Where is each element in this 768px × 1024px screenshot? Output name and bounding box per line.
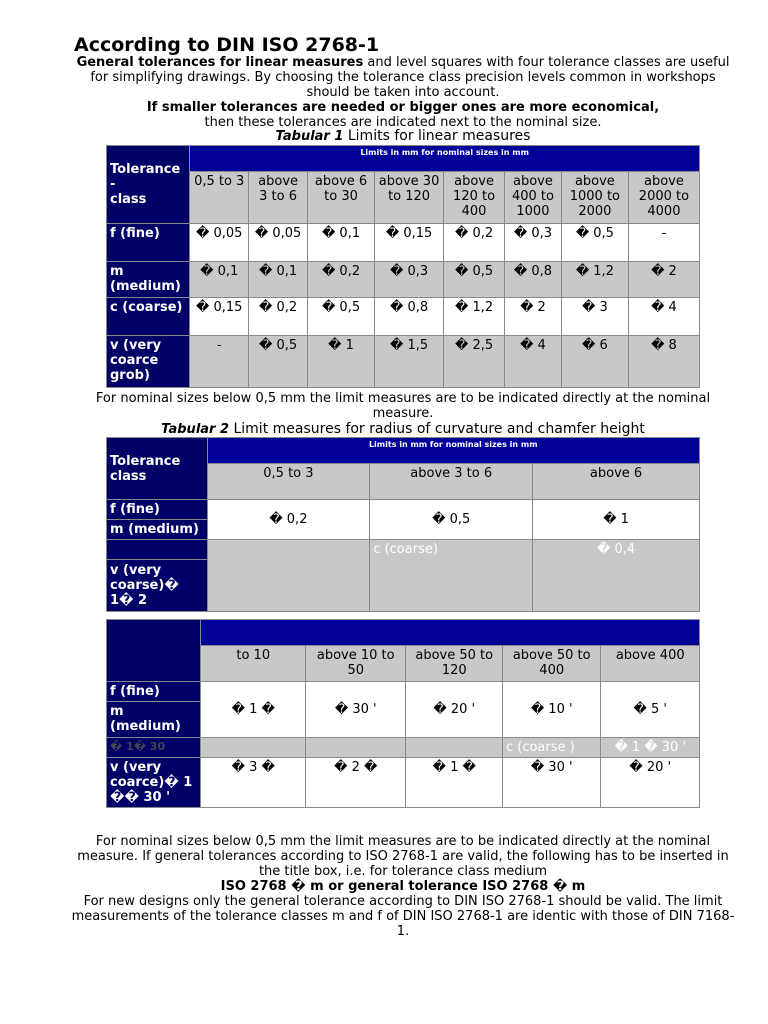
table1-col-header: above 30 to 120 bbox=[375, 172, 444, 224]
table-cell: � 0,2 bbox=[308, 262, 375, 298]
table-cell: � 0,2 bbox=[249, 298, 308, 336]
table-cell: � 0,3 bbox=[505, 224, 562, 262]
table-row bbox=[107, 336, 700, 388]
table-row bbox=[107, 262, 700, 298]
table-cell: � 20 ' bbox=[406, 682, 502, 738]
table-cell: � 0,8 bbox=[375, 298, 444, 336]
table-cell: � 20 ' bbox=[601, 758, 700, 808]
note-below-table1: For nominal sizes below 0,5 mm the limit measures are to be indicated directly at the nominal measure. bbox=[95, 391, 711, 421]
table2-caption bbox=[70, 421, 736, 438]
row-label-empty bbox=[107, 540, 208, 560]
table3-class-header bbox=[107, 620, 201, 682]
table1-col-header: above 6 to 30 bbox=[308, 172, 375, 224]
row-label-coarse: c (coarse) bbox=[107, 298, 190, 336]
footer-bold-line: ISO 2768 � m or general tolerance ISO 2768 � m bbox=[220, 879, 586, 894]
table-cell: � 0,5 bbox=[370, 500, 533, 540]
coarse-value: � 0,4 bbox=[533, 540, 700, 612]
table-cell: � 3 bbox=[561, 298, 628, 336]
table-cell bbox=[305, 738, 406, 758]
table2-radius-chamfer bbox=[106, 437, 700, 612]
row-label-medium: m (medium) bbox=[107, 702, 201, 738]
table-cell: � 1 � bbox=[406, 758, 502, 808]
row-label-fine: f (fine) bbox=[107, 682, 201, 702]
footer-text-1: For nominal sizes below 0,5 mm the limit measures are to be indicated directly at the nominal measure. If general tolerances according to ISO 2768-1 are valid, the following has to be inserted in the title box, i.e. for tolerance class medium bbox=[77, 834, 729, 879]
table3-col-header: above 50 to 400 bbox=[502, 646, 600, 682]
table-cell: � 0,2 bbox=[207, 500, 370, 540]
coarse-label: c (coarse) bbox=[370, 540, 533, 612]
table-cell: � 0,1 bbox=[249, 262, 308, 298]
table-cell: - bbox=[190, 336, 249, 388]
table-cell: � 2 bbox=[505, 298, 562, 336]
table-cell: � 0,5 bbox=[561, 224, 628, 262]
table1-col-header: above 120 to 400 bbox=[444, 172, 505, 224]
table2-class-header: Tolerance class bbox=[107, 438, 208, 500]
table3-col-header: above 400 bbox=[601, 646, 700, 682]
table-cell: � 0,1 bbox=[190, 262, 249, 298]
table-cell: � 30 ' bbox=[305, 682, 406, 738]
table-cell: � 0,8 bbox=[505, 262, 562, 298]
row-label-coarse-hidden: � 1� 30 bbox=[107, 738, 201, 758]
table-cell bbox=[201, 738, 306, 758]
row-label-very-coarse: v (very coarce grob) bbox=[107, 336, 190, 388]
table2-header: Limits in mm for nominal sizes in mm bbox=[207, 438, 700, 464]
table-cell: � 0,5 bbox=[308, 298, 375, 336]
footer-paragraph bbox=[70, 834, 736, 939]
table-cell: � 0,3 bbox=[375, 262, 444, 298]
table1-size-row bbox=[107, 172, 700, 224]
table-cell: � 0,15 bbox=[375, 224, 444, 262]
table2-caption-label: Tabular 2 bbox=[161, 422, 230, 437]
table-cell bbox=[406, 738, 502, 758]
table-cell: � 1 bbox=[308, 336, 375, 388]
table-cell: � 8 bbox=[628, 336, 699, 388]
table-cell: � 6 bbox=[561, 336, 628, 388]
row-label-medium: m (medium) bbox=[107, 262, 190, 298]
table3-angular bbox=[106, 619, 700, 808]
row-label-very-coarse: v (very coarse)� 1� 2 bbox=[107, 560, 208, 612]
page-title: According to DIN ISO 2768-1 bbox=[74, 34, 380, 56]
table1-caption-label: Tabular 1 bbox=[275, 129, 344, 144]
row-label-fine: f (fine) bbox=[107, 224, 190, 262]
intro-paragraph bbox=[70, 55, 736, 130]
table-cell: � 2 bbox=[628, 262, 699, 298]
intro-text: and level squares with four tolerance classes are useful for simplifying drawings. By choosing the tolerance class precision levels common in workshops should be taken into account. bbox=[90, 55, 730, 100]
table1-caption-text: Limits for linear measures bbox=[343, 128, 531, 144]
table-cell: � 2 � bbox=[305, 758, 406, 808]
intro-bold-second: If smaller tolerances are needed or bigger ones are more economical, bbox=[146, 100, 660, 115]
table2-col-header: 0,5 to 3 bbox=[207, 464, 370, 500]
table-cell: � 10 ' bbox=[502, 682, 600, 738]
table-cell: � 0,05 bbox=[249, 224, 308, 262]
table1-header: Limits in mm for nominal sizes in mm bbox=[190, 146, 700, 172]
table3-header bbox=[201, 620, 700, 646]
table1-linear-measures bbox=[106, 145, 700, 388]
table1-caption bbox=[70, 128, 736, 145]
intro-line3: then these tolerances are indicated next to the nominal size. bbox=[204, 115, 602, 130]
table1-col-header: above 2000 to 4000 bbox=[628, 172, 699, 224]
table-cell: � 0,5 bbox=[444, 262, 505, 298]
coarse-label: c (coarse ) bbox=[502, 738, 600, 758]
table1-class-header: Tolerance - class bbox=[107, 146, 190, 224]
coarse-value: � 1 � 30 ' bbox=[601, 738, 700, 758]
table-row bbox=[107, 298, 700, 336]
table-row bbox=[107, 224, 700, 262]
table-cell: � 0,15 bbox=[190, 298, 249, 336]
table1-col-header: above 3 to 6 bbox=[249, 172, 308, 224]
table3-col-header: above 50 to 120 bbox=[406, 646, 502, 682]
table-cell: � 0,5 bbox=[249, 336, 308, 388]
table2-col-header: above 6 bbox=[533, 464, 700, 500]
table-cell: � 1,2 bbox=[561, 262, 628, 298]
intro-bold-lead: General tolerances for linear measures bbox=[76, 55, 364, 70]
row-label-medium: m (medium) bbox=[107, 520, 208, 540]
table-cell: � 3 � bbox=[201, 758, 306, 808]
table1-col-header: above 400 to 1000 bbox=[505, 172, 562, 224]
table-cell: � 0,2 bbox=[444, 224, 505, 262]
table-cell: � 30 ' bbox=[502, 758, 600, 808]
table-cell bbox=[207, 540, 370, 612]
table-cell: � 1 � bbox=[201, 682, 306, 738]
table2-col-header: above 3 to 6 bbox=[370, 464, 533, 500]
table1-col-header: above 1000 to 2000 bbox=[561, 172, 628, 224]
table-cell: � 4 bbox=[505, 336, 562, 388]
table-cell: � 0,1 bbox=[308, 224, 375, 262]
table-cell: - bbox=[628, 224, 699, 262]
row-label-fine: f (fine) bbox=[107, 500, 208, 520]
table-cell: � 5 ' bbox=[601, 682, 700, 738]
table3-col-header: to 10 bbox=[201, 646, 306, 682]
table-cell: � 2,5 bbox=[444, 336, 505, 388]
table-cell: � 0,05 bbox=[190, 224, 249, 262]
table-cell: � 1,2 bbox=[444, 298, 505, 336]
footer-text-2: For new designs only the general tolerance according to DIN ISO 2768-1 should be valid. The limit measurements of the tolerance classes m and f of DIN ISO 2768-1 are identic with those of DIN 7168-1. bbox=[71, 894, 735, 939]
table-cell: � 1,5 bbox=[375, 336, 444, 388]
table2-caption-text: Limit measures for radius of curvature and chamfer height bbox=[229, 421, 645, 437]
table1-col-header: 0,5 to 3 bbox=[190, 172, 249, 224]
table-cell: � 1 bbox=[533, 500, 700, 540]
row-label-very-coarse: v (very coarce)� 1 �� 30 ' bbox=[107, 758, 201, 808]
table3-col-header: above 10 to 50 bbox=[305, 646, 406, 682]
table-cell: � 4 bbox=[628, 298, 699, 336]
